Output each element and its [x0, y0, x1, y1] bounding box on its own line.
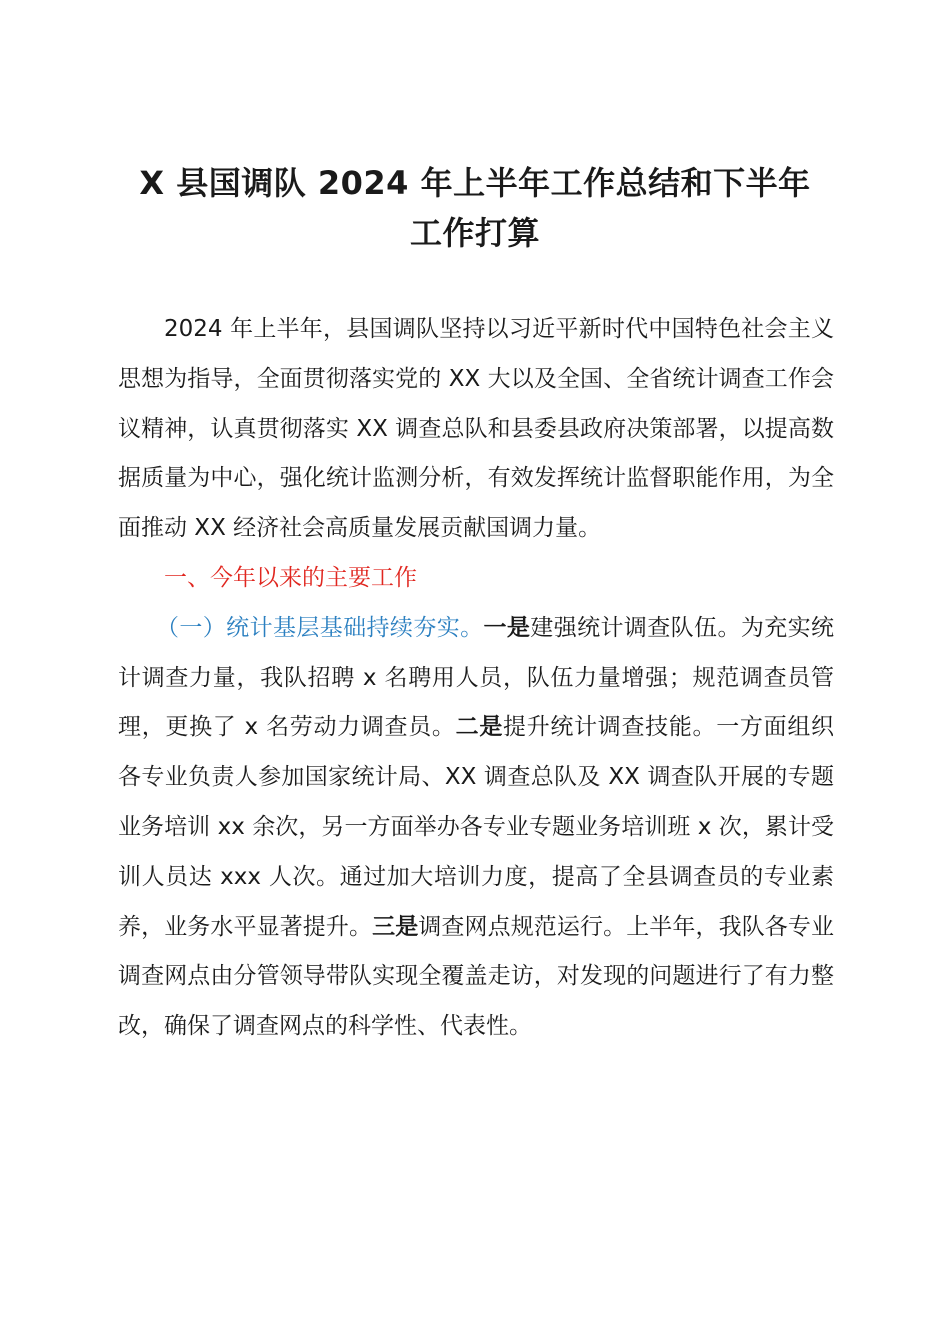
point-label-2: 二是 [455, 714, 504, 741]
section-heading [118, 554, 834, 604]
document-title [100, 158, 850, 258]
subsection-paragraph [118, 604, 834, 1052]
title-line-1: X 县国调队 2024 年上半年工作总结和下半年 [139, 164, 811, 202]
title-line-2: 工作打算 [409, 214, 540, 252]
document-body [118, 305, 834, 1052]
point-label-1: 一是 [483, 614, 531, 641]
point-label-3: 三是 [372, 913, 419, 940]
point-text-3: 调查网点规范运行。上半年，我队各专业调查网点由分管领导带队实现全覆盖走访，对发现的问题进行了有力整改，确保了调查网点的科学性、代表性。 [118, 913, 835, 1040]
point-text-2: 提升统计调查技能。一方面组织各专业负责人参加国家统计局、XX 调查总队及 XX 调查队开展的专题业务培训 xx 余次，另一方面举办各专业专题业务培训班 x 次，累计受训人员达 xxx 人次。通过加大培训力度，提高了全县调查员的专业素养，业务水平显著提升。 [118, 714, 835, 940]
intro-paragraph: 2024 年上半年，县国调队坚持以习近平新时代中国特色社会主义思想为指导，全面贯彻落实党的 XX 大以及全国、全省统计调查工作会议精神，认真贯彻落实 XX 调查总队和县委县政府决策部署，以提高数据质量为中心，强化统计监测分析，有效发挥统计监督职能作用，为全面推动 XX 经济社会高质量发展贡献国调力量。 [118, 316, 834, 542]
point-text-1: 建强统计调查队伍。为充实统计调查力量，我队招聘 x 名聘用人员，队伍力量增强；规范调查员管理，更换了 x 名劳动力调查员。 [118, 614, 835, 741]
section-1-heading: 一、今年以来的主要工作 [164, 564, 417, 591]
subsection-1-heading: （一）统计基层基础持续夯实。 [156, 614, 484, 641]
